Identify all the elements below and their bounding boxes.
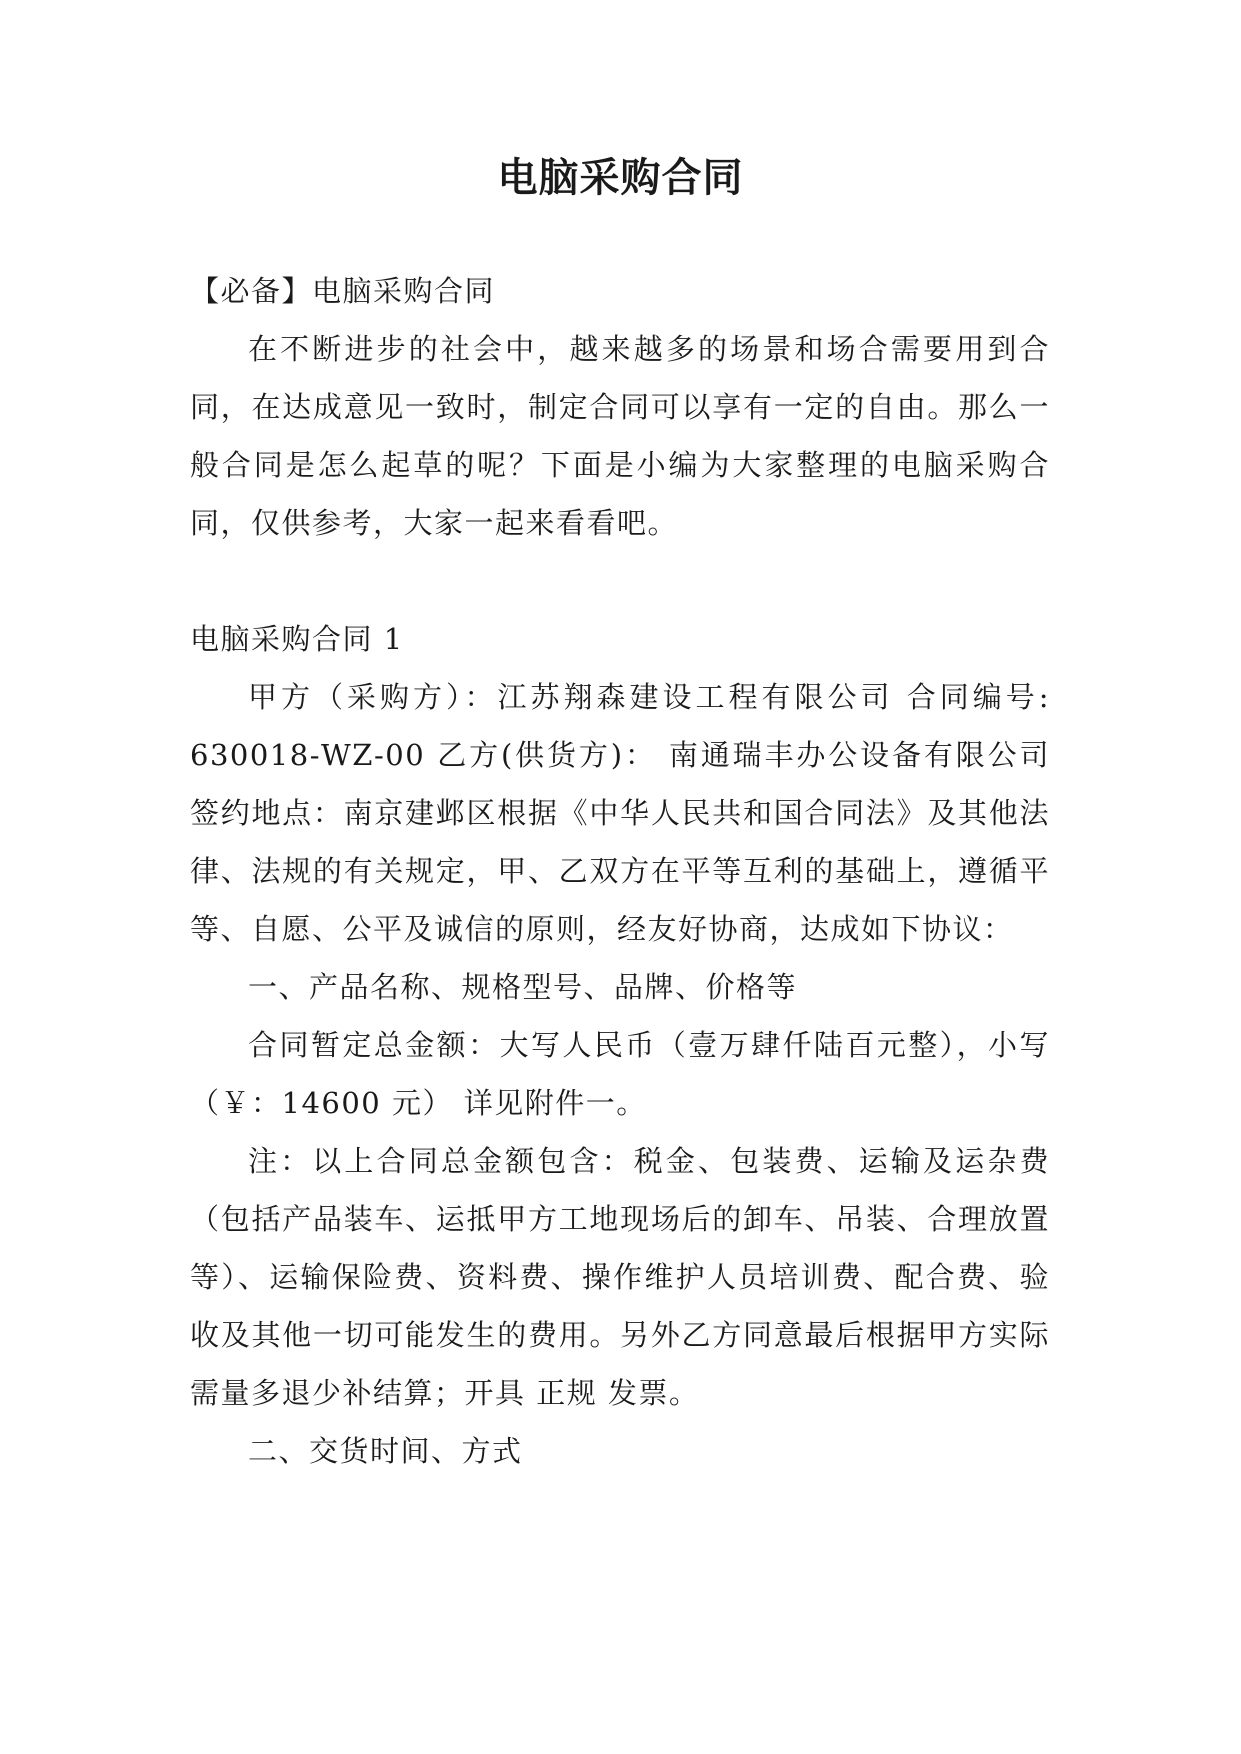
document-title: 电脑采购合同 (497, 155, 744, 201)
intro-heading: 【必备】电脑采购合同 (190, 274, 496, 308)
clause-two-heading: 二、交货时间、方式 (248, 1434, 523, 1468)
section-heading: 电脑采购合同 1 (190, 622, 404, 656)
contract-parties-paragraph: 甲方（采购方）：江苏翔森建设工程有限公司 合同编号: 630018-WZ-00 乙方(供货方)： 南通瑞丰办公设备有限公司 签约地点：南京建邺区根据《中华人民共和国合同法》及其他法律、法规的有关规定，甲、乙双方在平等互利的基础上，遵循平等、自愿、公平及诚信的原则，经友好协商，达成如下协议： (190, 680, 1050, 946)
document-body (190, 262, 1050, 1480)
clause-one-heading: 一、产品名称、规格型号、品牌、价格等 (248, 970, 798, 1004)
contract-amount-paragraph: 合同暂定总金额：大写人民币（壹万肆仟陆百元整），小写（￥：14600 元） 详见附件一。 (190, 1028, 1050, 1120)
intro-paragraph: 在不断进步的社会中，越来越多的场景和场合需要用到合同，在达成意见一致时，制定合同可以享有一定的自由。那么一般合同是怎么起草的呢？下面是小编为大家整理的电脑采购合同，仅供参考，大家一起来看看吧。 (190, 332, 1050, 540)
paragraph-gap (190, 552, 1050, 610)
amount-note-paragraph: 注：以上合同总金额包含：税金、包装费、运输及运杂费（包括产品装车、运抵甲方工地现场后的卸车、吊装、合理放置等）、运输保险费、资料费、操作维护人员培训费、配合费、验收及其他一切可能发生的费用。另外乙方同意最后根据甲方实际需量多退少补结算；开具 正规 发票。 (190, 1144, 1050, 1410)
